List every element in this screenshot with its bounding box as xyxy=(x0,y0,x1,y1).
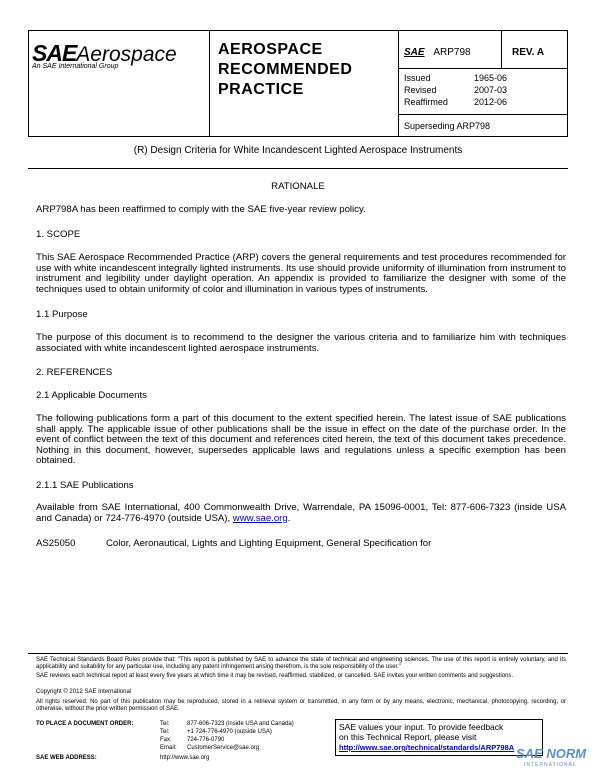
doc-number xyxy=(404,47,471,58)
reference-code: AS25050 xyxy=(36,538,76,549)
header-divider xyxy=(501,31,502,68)
revision-label: REV. A xyxy=(512,47,545,58)
sae-norm-watermark: SAE NORM xyxy=(516,746,587,761)
tel2-label: Tel: xyxy=(160,729,170,735)
order-label: TO PLACE A DOCUMENT ORDER: xyxy=(36,721,134,727)
rationale-heading: RATIONALE xyxy=(271,181,325,192)
title-rule xyxy=(28,168,568,169)
document-title: (R) Design Criteria for White Incandescent Lighted Aerospace Instruments xyxy=(133,145,463,156)
doc-type-line: AEROSPACE xyxy=(218,41,323,58)
tel-label: Tel: xyxy=(160,721,170,727)
purpose-heading: 1.1 Purpose xyxy=(36,309,88,320)
watermark-subtext: INTERNATIONAL xyxy=(524,762,577,768)
feedback-line: on this Technical Report, please visit xyxy=(339,732,477,742)
issued-label: Issued xyxy=(404,73,431,83)
superseding-text: Superseding ARP798 xyxy=(404,121,491,131)
copyright-text: Copyright © 2012 SAE International xyxy=(36,689,132,695)
feedback-line: SAE values your input. To provide feedback xyxy=(339,722,504,732)
email-value: CustomerService@sae.org xyxy=(187,745,260,751)
applicable-heading: 2.1 Applicable Documents xyxy=(36,390,147,401)
scope-heading: 1. SCOPE xyxy=(36,229,81,240)
fax-label: Fax: xyxy=(160,737,172,743)
web-value: http://www.sae.org xyxy=(160,755,210,761)
web-label: SAE WEB ADDRESS: xyxy=(36,755,97,761)
scope-text: This SAE Aerospace Recommended Practice (ARP) covers the general requirements and test procedures recommended for use with white incandescent integrally lighted instruments. Its use should provide uniformity of illumination from instrument to instrument and legibility under daylight operation. An appendix is provided to familiarize the designer with some of the techniques used to obtain uniformity of color and illumination in various types of instruments. xyxy=(36,252,566,295)
sae-mark: SAE xyxy=(404,47,425,58)
reaffirmed-label: Reaffirmed xyxy=(404,97,448,107)
reference-description: Color, Aeronautical, Lights and Lighting Equipment, General Specification for xyxy=(106,538,432,549)
reaffirmed-value: 2012-06 xyxy=(474,97,508,107)
sae-publications-text xyxy=(36,503,566,524)
doc-type-title xyxy=(218,40,352,100)
header-divider xyxy=(398,114,567,115)
tel-value: 877-606-7323 (inside USA and Canada) xyxy=(187,721,294,727)
sae-publications-body: Available from SAE International, 400 Commonwealth Drive, Warrendale, PA 15096-0001, Tel: 877-606-7323 (inside USA and Canada) or 724-776-4970 (outside USA), xyxy=(36,502,566,524)
references-heading: 2. REFERENCES xyxy=(36,367,113,378)
fax-value: 724-776-0790 xyxy=(187,737,225,743)
logo-subtitle: An SAE International Group xyxy=(32,63,119,70)
doc-number-text: ARP798 xyxy=(433,47,471,58)
doc-type-line: RECOMMENDED xyxy=(218,61,353,78)
logo-sae-text: SAE xyxy=(32,40,77,66)
header-divider xyxy=(398,68,567,69)
header-divider xyxy=(398,31,399,136)
footer-review-paragraph: SAE reviews each technical report at least every five years at which time it may be revised, reaffirmed, stabilized, or cancelled. SAE invites your written comments and suggestions. xyxy=(36,673,514,679)
footer-rule xyxy=(28,653,568,654)
issued-value: 1965-06 xyxy=(474,73,508,83)
doc-type-line: PRACTICE xyxy=(218,81,304,98)
sae-publications-heading: 2.1.1 SAE Publications xyxy=(36,480,134,491)
header-divider xyxy=(209,31,210,136)
sae-publications-end: . xyxy=(287,512,291,524)
feedback-box xyxy=(335,719,543,756)
footer-rules-paragraph: SAE Technical Standards Board Rules provide that: "This report is published by SAE to advance the state of technical and engineering sciences. The use of this report is entirely voluntary, and its applicability and suitability for any particular use, including any patent infringement arising therefrom, is the sole responsibility of the user." xyxy=(36,657,566,670)
footer-rights-paragraph: All rights reserved. No part of this publication may be reproduced, stored in a retrieval system or transmitted, in any form or by any means, electronic, mechanical, photocopying, recording, or otherwise, without the prior written permission of SAE. xyxy=(36,699,566,712)
revised-label: Revised xyxy=(404,85,437,95)
revised-value: 2007-03 xyxy=(474,85,508,95)
feedback-link[interactable]: http://www.sae.org/technical/standards/ARP798A xyxy=(339,743,515,752)
purpose-text: The purpose of this document is to recommend to the designer the various criteria and to familiarize him with techniques associated with white incandescent lighted aerospace instruments. xyxy=(36,332,566,354)
applicable-text: The following publications form a part of this document to the extent specified herein. The latest issue of SAE publications shall apply. The applicable issue of other publications shall be the issue in effect on the date of the purchase order. In the event of conflict between the text of this document and references cited herein, the text of this document takes precedence. Nothing in this document, however, supersedes applicable laws and regulations unless a specific exemption has been obtained. xyxy=(36,413,566,466)
sae-website-link[interactable]: www.sae.org xyxy=(232,512,288,524)
tel2-value: +1 724-776-4970 (outside USA) xyxy=(187,729,272,735)
logo-aerospace-text: Aerospace xyxy=(76,43,177,66)
rationale-text: ARP798A has been reaffirmed to comply with the SAE five-year review policy. xyxy=(36,204,366,215)
email-label: Email: xyxy=(160,745,177,751)
